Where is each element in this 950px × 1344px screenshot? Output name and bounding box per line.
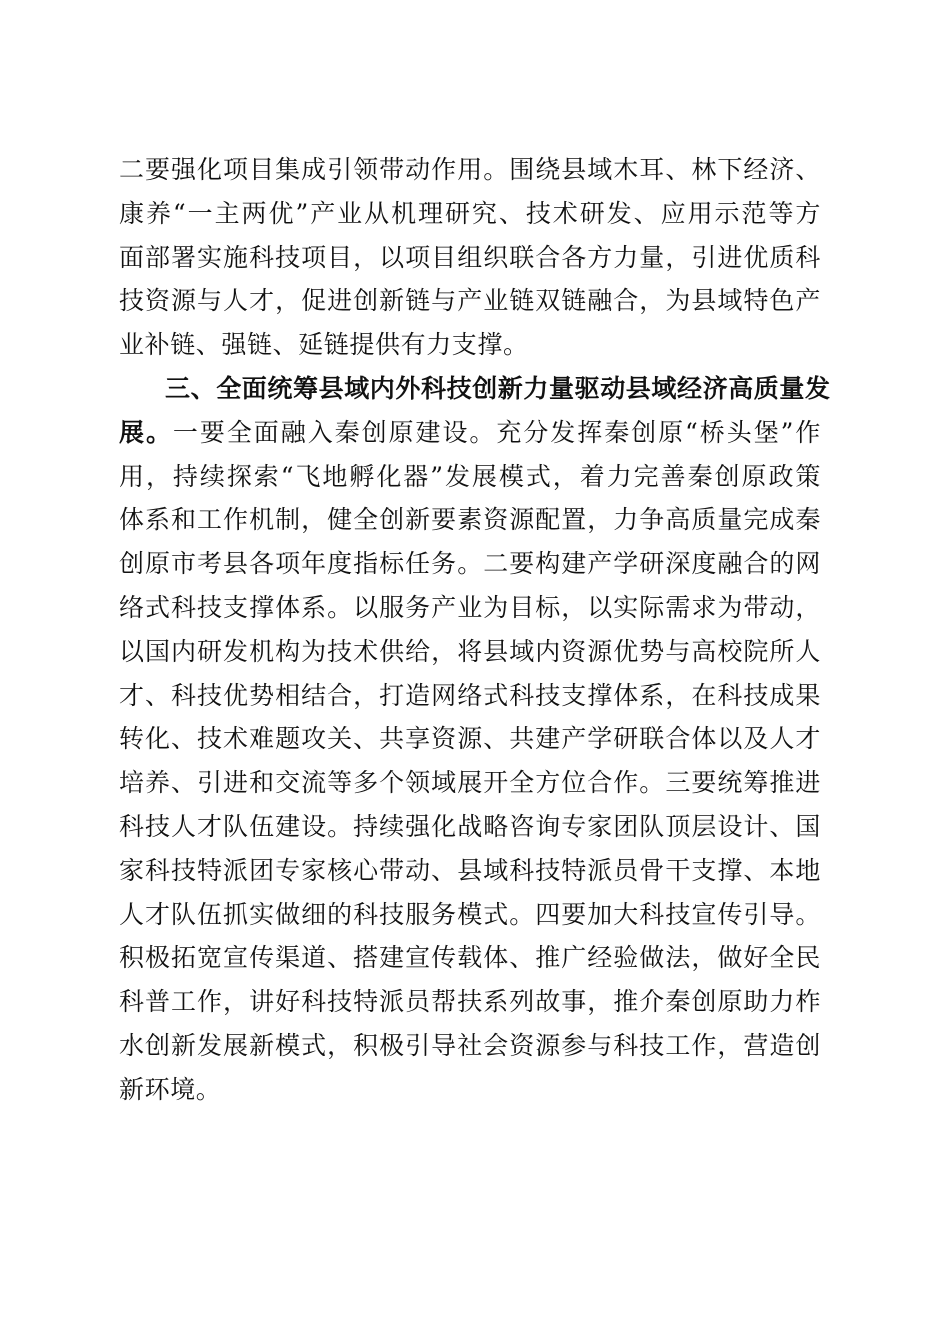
paragraph-2-line: 转化、技术难题攻关、共享资源、共建产学研联合体以及人才 <box>119 724 821 754</box>
paragraph-2-text: 一要全面融入秦创原建设。充分发挥秦创原“桥头堡”作 <box>172 417 821 447</box>
paragraph-1-line: 面部署实施科技项目，以项目组织联合各方力量，引进优质科 <box>119 242 821 272</box>
paragraph-2-line: 人才队伍抓实做细的科技服务模式。四要加大科技宣传引导。 <box>119 899 821 929</box>
paragraph-2-line: 培养、引进和交流等多个领域展开全方位合作。三要统筹推进 <box>119 768 821 798</box>
paragraph-2-line: 家科技特派团专家核心带动、县域科技特派员骨干支撑、本地 <box>119 855 821 885</box>
paragraph-1-line: 二要强化项目集成引领带动作用。围绕县域木耳、林下经济、 <box>119 155 821 184</box>
paragraph-2-line: 创原市考县各项年度指标任务。二要构建产学研深度融合的网 <box>119 549 821 579</box>
paragraph-2-line: 才、科技优势相结合，打造网络式科技支撑体系，在科技成果 <box>119 680 821 710</box>
paragraph-2-line: 科普工作，讲好科技特派员帮扶系列故事，推介秦创原助力柞 <box>119 987 821 1017</box>
section-heading-end: 展。 <box>119 417 173 447</box>
paragraph-2-line: 新环境。 <box>119 1074 222 1104</box>
paragraph-1 <box>119 148 821 367</box>
paragraph-2-line: 用，持续探索“飞地孵化器”发展模式，着力完善秦创原政策 <box>119 461 821 491</box>
paragraph-2-line: 积极拓宽宣传渠道、搭建宣传载体、推广经验做法，做好全民 <box>119 943 821 973</box>
paragraph-1-line: 业补链、强链、延链提供有力支撑。 <box>119 330 529 360</box>
paragraph-2-line: 体系和工作机制，健全创新要素资源配置，力争高质量完成秦 <box>119 505 821 535</box>
paragraph-1-line: 康养“一主两优”产业从机理研究、技术研发、应用示范等方 <box>119 198 821 228</box>
paragraph-2 <box>119 367 831 1112</box>
paragraph-2-line: 水创新发展新模式，积极引导社会资源参与科技工作，营造创 <box>119 1030 821 1060</box>
paragraph-2-line <box>119 411 821 455</box>
paragraph-2-line: 科技人才队伍建设。持续强化战略咨询专家团队顶层设计、国 <box>119 811 821 841</box>
paragraph-1-line: 技资源与人才，促进创新链与产业链双链融合，为县域特色产 <box>119 286 821 316</box>
paragraph-2-line: 以国内研发机构为技术供给，将县域内资源优势与高校院所人 <box>119 636 821 666</box>
section-heading: 三、全面统筹县域内外科技创新力量驱动县域经济高质量发 <box>165 374 831 403</box>
paragraph-2-line: 络式科技支撑体系。以服务产业为目标，以实际需求为带动， <box>119 592 821 622</box>
